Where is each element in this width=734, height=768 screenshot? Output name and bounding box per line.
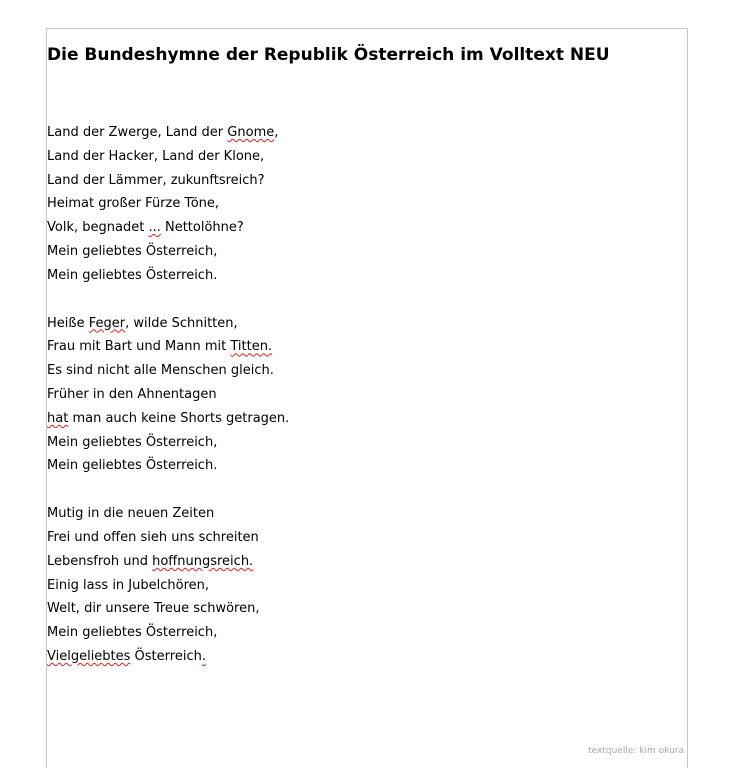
- spellcheck-marked-word: Titten.: [230, 339, 273, 355]
- poem-line: [47, 574, 289, 598]
- spellcheck-marked-word: Gnome: [227, 125, 275, 140]
- poem-line: [47, 145, 289, 169]
- poem-line: [47, 121, 289, 145]
- spellcheck-marked-word: Vielgeliebtes: [47, 648, 131, 664]
- document-title: Die Bundeshymne der Republik Österreich im Volltext NEU: [47, 45, 610, 65]
- poem-line: [47, 550, 289, 574]
- source-credit: textquelle: kim okura: [588, 746, 684, 756]
- poem-text: Heimat großer Fürze Töne,: [47, 196, 220, 212]
- poem-line: [47, 502, 289, 526]
- spellcheck-marked-word: .: [201, 648, 206, 664]
- poem-text: Mein geliebtes Österreich,: [47, 243, 218, 259]
- poem-text: Mein geliebtes Österreich.: [47, 267, 218, 283]
- poem-line: [47, 335, 289, 359]
- poem-line: [47, 359, 289, 383]
- poem-text: Land der Lämmer, zukunftsreich?: [47, 172, 265, 188]
- poem-text: Lebensfroh und: [47, 553, 153, 569]
- poem-text: Heiße: [47, 315, 89, 331]
- poem-text: , wilde Schnitten,: [125, 315, 238, 331]
- stanza: [47, 121, 289, 288]
- poem-text: Früher in den Ahnentagen: [47, 386, 217, 402]
- poem-text: Mutig in die neuen Zeiten: [47, 506, 215, 522]
- spellcheck-marked-word: hat: [47, 410, 69, 426]
- poem-text: Mein geliebtes Österreich,: [47, 625, 218, 641]
- poem-line: [47, 621, 289, 645]
- poem-line: [47, 645, 289, 669]
- spellcheck-marked-word: Feger: [88, 315, 126, 331]
- poem-text: Es sind nicht alle Menschen gleich.: [47, 363, 274, 379]
- poem-text: Frei und offen sieh uns schreiten: [47, 529, 259, 545]
- poem-line: [47, 192, 289, 216]
- poem-text: Einig lass in Jubelchören,: [47, 577, 210, 593]
- poem-line: [47, 312, 289, 336]
- poem-text: ,: [274, 125, 279, 140]
- poem-line: [47, 526, 289, 550]
- spellcheck-marked-word: ...: [148, 220, 161, 236]
- poem-line: [47, 169, 289, 193]
- poem-line: [47, 264, 289, 288]
- stanza: [47, 502, 289, 669]
- poem-text: Land der Zwerge, Land der: [47, 125, 228, 140]
- poem-text: Welt, dir unsere Treue schwören,: [47, 601, 260, 617]
- poem-text: Volk, begnadet: [47, 220, 149, 236]
- poem-line: [47, 407, 289, 431]
- poem-line: [47, 383, 289, 407]
- spellcheck-marked-word: hoffnungsreich.: [152, 553, 254, 569]
- poem-line: [47, 216, 289, 240]
- stanza: [47, 312, 289, 479]
- poem-text: Nettolöhne?: [160, 220, 244, 236]
- poem-line: [47, 597, 289, 621]
- poem-line: [47, 431, 289, 455]
- poem-text: Mein geliebtes Österreich,: [47, 434, 218, 450]
- poem-text: Österreich: [130, 648, 202, 664]
- poem-line: [47, 454, 289, 478]
- poem-body: [47, 121, 289, 669]
- poem-text: Mein geliebtes Österreich.: [47, 458, 218, 474]
- poem-text: Land der Hacker, Land der Klone,: [47, 148, 265, 164]
- poem-text: Frau mit Bart und Mann mit: [47, 339, 231, 355]
- poem-line: [47, 240, 289, 264]
- poem-text: man auch keine Shorts getragen.: [68, 410, 290, 426]
